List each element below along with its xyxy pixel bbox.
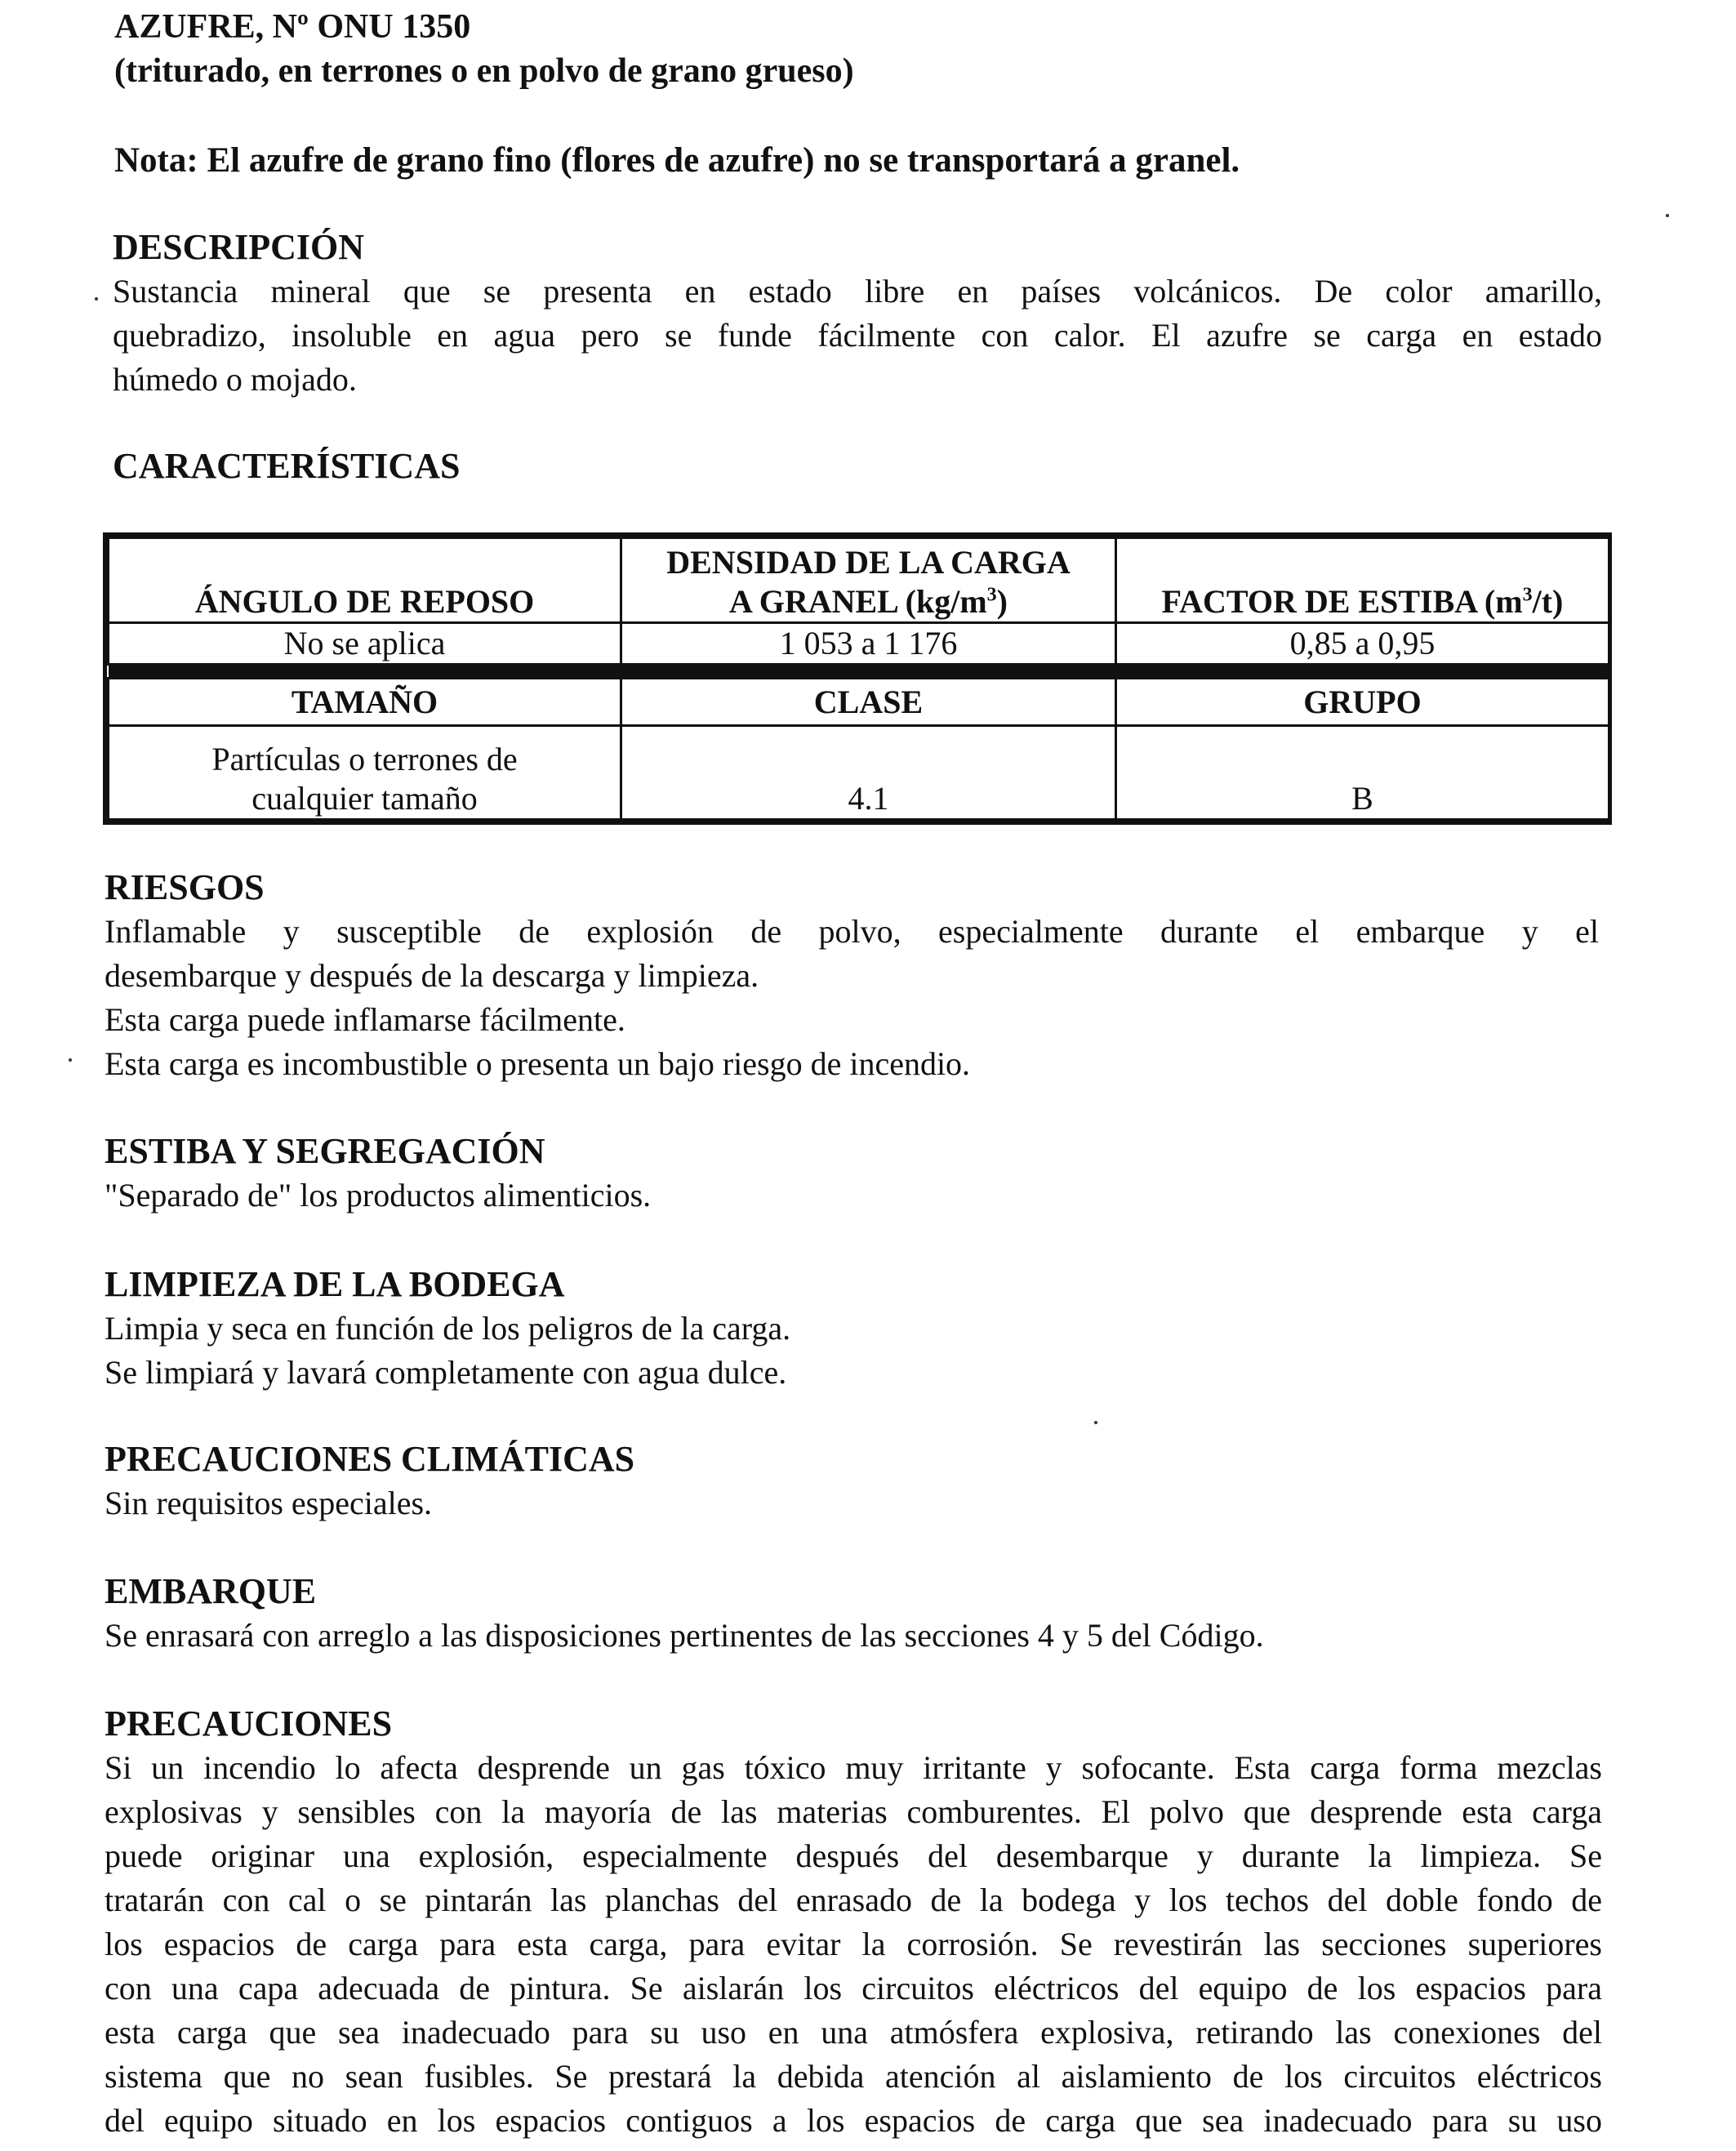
header-line: A GRANEL (kg/m — [729, 583, 987, 620]
superscript: 3 — [986, 584, 997, 606]
text-line: quebradizo, insoluble en agua pero se funde fácilmente con calor. El azufre se carga en estado — [113, 317, 1602, 354]
section-heading: DESCRIPCIÓN — [113, 227, 365, 267]
cell-line: Partículas o terrones de — [211, 741, 518, 777]
section-heading: LIMPIEZA DE LA BODEGA — [105, 1264, 565, 1304]
text-line: esta carga que sea inadecuado para su uso en una atmósfera explosiva, retirando las conexiones del — [105, 2014, 1602, 2051]
section-body — [105, 1481, 1599, 1525]
table-row — [109, 623, 1609, 665]
col-header-angulo: ÁNGULO DE REPOSO — [109, 538, 621, 623]
col-header-tamano: TAMAÑO — [109, 679, 621, 726]
note: Nota: El azufre de grano fino (flores de azufre) no se transportará a granel. — [114, 141, 1240, 180]
text-line: Se limpiará y lavará completamente con agua dulce. — [105, 1354, 787, 1391]
section-body — [105, 1173, 1599, 1218]
text-line: Esta carga es incombustible o presenta un bajo riesgo de incendio. — [105, 1045, 971, 1082]
table-header-row — [109, 679, 1609, 726]
cell-factor: 0,85 a 0,95 — [1116, 623, 1609, 665]
section-body — [105, 910, 1599, 1086]
section-embarque — [105, 1570, 1599, 1658]
header-suffix: /t) — [1532, 583, 1564, 620]
col-header-clase: CLASE — [621, 679, 1116, 726]
cell-grupo: B — [1116, 726, 1609, 820]
characteristics-grid — [107, 537, 1610, 821]
header-line: FACTOR DE ESTIBA (m — [1161, 583, 1523, 620]
characteristics-table — [103, 532, 1612, 825]
scan-speck — [1094, 1421, 1097, 1424]
cell-line: cualquier tamaño — [251, 780, 478, 817]
text-line: puede originar una explosión, especialmente después del desembarque y durante la limpieza. Se — [105, 1837, 1602, 1874]
text-line: del equipo situado en los espacios contiguos a los espacios de carga que sea inadecuado para su uso — [105, 2102, 1602, 2139]
scan-speck — [1666, 214, 1669, 217]
scan-speck — [95, 297, 98, 301]
section-heading: ESTIBA Y SEGREGACIÓN — [105, 1131, 545, 1171]
text-line: sistema que no sean fusibles. Se prestará la debida atención al aislamiento de los circuitos eléctricos — [105, 2058, 1602, 2095]
table-header-row — [109, 538, 1609, 623]
text-line: los espacios de carga para esta carga, para evitar la corrosión. Se revestirán las secciones superiores — [105, 1926, 1602, 1962]
section-precauciones — [105, 1702, 1602, 2143]
text-line: "Separado de" los productos alimenticios. — [105, 1177, 652, 1214]
section-heading: PRECAUCIONES — [105, 1703, 393, 1744]
section-heading: PRECAUCIONES CLIMÁTICAS — [105, 1439, 635, 1479]
section-limpieza — [105, 1263, 1599, 1395]
col-header-grupo: GRUPO — [1116, 679, 1609, 726]
section-climaticas — [105, 1437, 1599, 1525]
text-line: con una capa adecuada de pintura. Se aislarán los circuitos eléctricos del equipo de los espacios para — [105, 1970, 1602, 2006]
section-body — [113, 269, 1602, 402]
text-line: Limpia y seca en función de los peligros de la carga. — [105, 1310, 791, 1347]
text-line: Inflamable y susceptible de explosión de polvo, especialmente durante el embarque y el — [105, 913, 1599, 950]
text-line: Si un incendio lo afecta desprende un gas tóxico muy irritante y sofocante. Esta carga forma mezclas — [105, 1749, 1602, 1786]
section-riesgos — [105, 866, 1599, 1086]
section-descripcion — [113, 225, 1602, 402]
superscript: 3 — [1522, 584, 1533, 606]
section-body — [105, 1307, 1599, 1395]
cell-clase: 4.1 — [621, 726, 1116, 820]
text-line: Se enrasará con arreglo a las disposiciones pertinentes de las secciones 4 y 5 del Código. — [105, 1617, 1264, 1654]
text-line: desembarque y después de la descarga y limpieza. — [105, 957, 759, 994]
document-subtitle: (triturado, en terrones o en polvo de grano grueso) — [114, 52, 854, 90]
scan-speck — [69, 1058, 72, 1062]
section-heading: EMBARQUE — [105, 1571, 317, 1611]
section-body — [105, 1746, 1602, 2143]
cell-angulo: No se aplica — [109, 623, 621, 665]
text-line: tratarán con cal o se pintarán las planchas del enrasado de la bodega y los techos del doble fondo de — [105, 1882, 1602, 1918]
table-row — [109, 726, 1609, 820]
col-header-densidad — [621, 538, 1116, 623]
cell-densidad: 1 053 a 1 176 — [621, 623, 1116, 665]
separator-bar — [109, 665, 1609, 679]
section-estiba — [105, 1129, 1599, 1218]
text-line: explosivas y sensibles con la mayoría de las materias comburentes. El polvo que desprende esta carga — [105, 1793, 1602, 1830]
text-line: Sin requisitos especiales. — [105, 1485, 433, 1521]
header-line: DENSIDAD DE LA CARGA — [666, 544, 1071, 581]
text-line: húmedo o mojado. — [113, 361, 357, 398]
text-line: Esta carga puede inflamarse fácilmente. — [105, 1001, 625, 1038]
table-separator — [109, 665, 1609, 679]
section-heading-caracteristicas: CARACTERÍSTICAS — [113, 446, 461, 486]
section-heading: RIESGOS — [105, 867, 265, 907]
header-suffix: ) — [996, 583, 1008, 620]
section-body — [105, 1614, 1599, 1658]
cell-tamano — [109, 726, 621, 820]
col-header-factor — [1116, 538, 1609, 623]
text-line: Sustancia mineral que se presenta en estado libre en países volcánicos. De color amarillo, — [113, 273, 1602, 310]
document-title: AZUFRE, Nº ONU 1350 — [114, 8, 471, 46]
